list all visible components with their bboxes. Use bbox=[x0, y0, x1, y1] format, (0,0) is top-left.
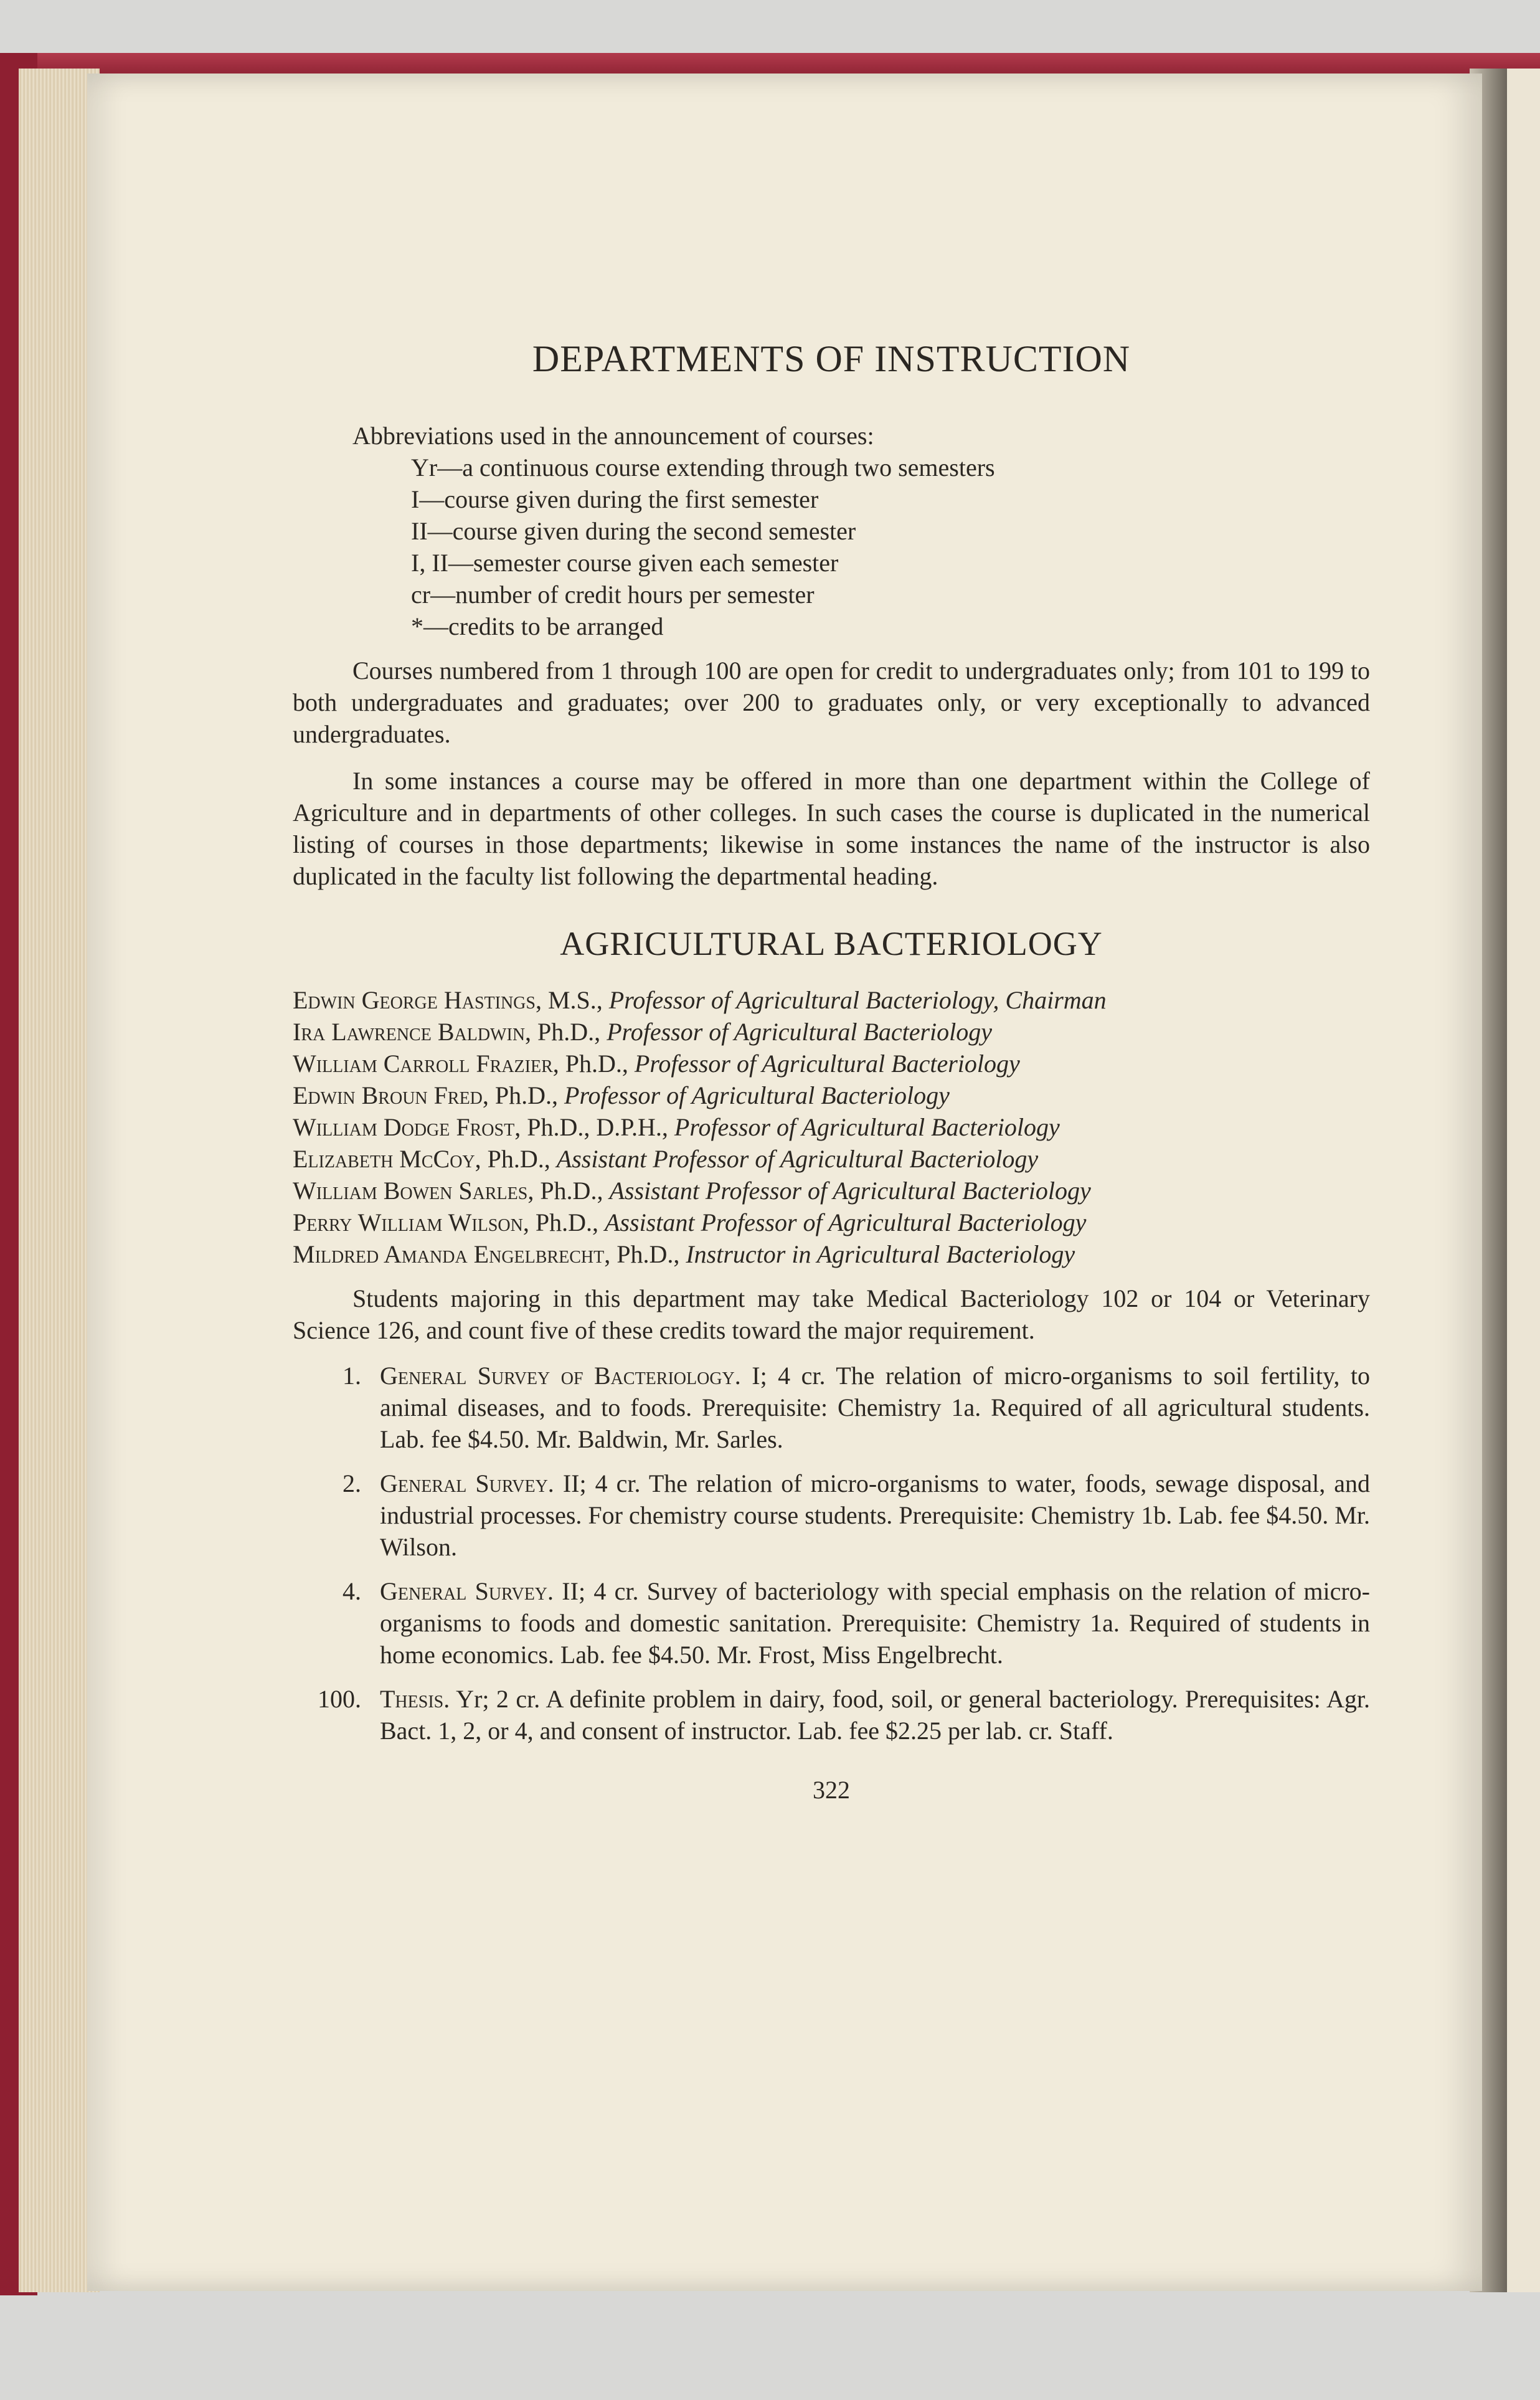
faculty-degree: , M.S., bbox=[535, 986, 609, 1014]
page-content bbox=[293, 336, 1370, 1806]
course-body: II; 4 cr. The relation of micro-organisms to water, foods, sewage disposal, and industrial processes. For chemistry course students. Prerequisite: Chemistry 1b. Lab. fee $4.50. Mr. Wilson. bbox=[380, 1469, 1370, 1561]
course-description bbox=[380, 1468, 1370, 1563]
course-entry bbox=[293, 1360, 1370, 1455]
faculty-entry bbox=[293, 1111, 1370, 1143]
faculty-name: William Bowen Sarles bbox=[293, 1177, 528, 1205]
abbreviations-section bbox=[293, 420, 1370, 642]
faculty-entry bbox=[293, 1175, 1370, 1207]
faculty-title: Assistant Professor of Agricultural Bacteriology bbox=[609, 1177, 1091, 1205]
course-title: General Survey of Bacteriology. bbox=[380, 1362, 741, 1390]
faculty-name: William Dodge Frost bbox=[293, 1113, 515, 1141]
faculty-name: Ira Lawrence Baldwin bbox=[293, 1018, 526, 1046]
faculty-degree: , Ph.D., bbox=[475, 1145, 557, 1173]
course-body: Yr; 2 cr. A definite problem in dairy, food, soil, or general bacteriology. Prerequisites: Agr. Bact. 1, 2, or 4, and consent of instructor. Lab. fee $2.25 per lab. cr. Staff. bbox=[380, 1685, 1370, 1745]
faculty-name: William Carroll Frazier bbox=[293, 1050, 553, 1078]
abbreviations-list bbox=[411, 452, 1370, 642]
course-description bbox=[380, 1575, 1370, 1671]
faculty-degree: , Ph.D., bbox=[527, 1177, 610, 1205]
faculty-name: Mildred Amanda Engelbrecht bbox=[293, 1240, 605, 1268]
department-heading: AGRICULTURAL BACTERIOLOGY bbox=[560, 925, 1103, 962]
course-title: Thesis. bbox=[380, 1685, 450, 1713]
faculty-name: Edwin George Hastings bbox=[293, 986, 536, 1014]
faculty-degree: , Ph.D., bbox=[482, 1081, 565, 1109]
faculty-degree: , Ph.D., D.P.H., bbox=[514, 1113, 674, 1141]
abbreviation-item: II—course given during the second semester bbox=[411, 517, 856, 545]
abbreviation-item: I, II—semester course given each semester bbox=[411, 549, 839, 577]
duplicate-listing-paragraph: In some instances a course may be offered in more than one department within the College of Agriculture and in departments of other colleges. In such cases the course is duplicated in the numerical listing of courses in those departments; likewise in some instances the name of the instructor is also duplicated in the faculty list following the departmental heading. bbox=[293, 767, 1370, 890]
faculty-entry bbox=[293, 1048, 1370, 1079]
faculty-degree: , Ph.D., bbox=[552, 1050, 635, 1078]
page-number: 322 bbox=[813, 1776, 850, 1804]
faculty-entry bbox=[293, 1143, 1370, 1175]
course-entry bbox=[293, 1683, 1370, 1747]
faculty-title: Assistant Professor of Agricultural Bacteriology bbox=[605, 1208, 1087, 1236]
course-number: 1. bbox=[342, 1362, 361, 1390]
abbreviation-item: I—course given during the first semester bbox=[411, 485, 819, 513]
faculty-name: Perry William Wilson bbox=[293, 1208, 523, 1236]
faculty-entry bbox=[293, 1016, 1370, 1048]
faculty-entry bbox=[293, 1238, 1370, 1270]
faculty-title: Professor of Agricultural Bacteriology bbox=[564, 1081, 950, 1109]
faculty-title: Assistant Professor of Agricultural Bacteriology bbox=[556, 1145, 1039, 1173]
course-entry bbox=[293, 1575, 1370, 1671]
course-title: General Survey. bbox=[380, 1469, 554, 1497]
course-title: General Survey. bbox=[380, 1577, 554, 1605]
course-body: I; 4 cr. The relation of micro-organisms to soil fertility, to animal diseases, and to foods. Prerequisite: Chemistry 1a. Required of all agricultural students. Lab. fee $4.50. Mr. Baldwin, Mr. Sarles. bbox=[380, 1362, 1371, 1453]
course-number: 2. bbox=[342, 1469, 361, 1497]
course-numbering-paragraph: Courses numbered from 1 through 100 are open for credit to undergraduates only; from 101 to 199 to both undergraduates and graduates; over 200 to graduates only, or very exceptionally to advanced undergraduates. bbox=[293, 657, 1370, 748]
course-number: 4. bbox=[342, 1577, 361, 1605]
course-list bbox=[293, 1360, 1370, 1747]
faculty-name: Edwin Broun Fred bbox=[293, 1081, 483, 1109]
abbreviations-intro: Abbreviations used in the announcement of courses: bbox=[352, 422, 874, 450]
faculty-degree: , Ph.D., bbox=[522, 1208, 605, 1236]
faculty-title: Professor of Agricultural Bacteriology bbox=[674, 1113, 1060, 1141]
course-body: II; 4 cr. Survey of bacteriology with special emphasis on the relation of micro-organisms to foods and domestic sanitation. Prerequisite: Chemistry 1a. Required of students in home economics. Lab. fee $4.50. Mr. Frost, Miss Engelbrecht. bbox=[380, 1577, 1370, 1669]
course-description bbox=[380, 1683, 1370, 1747]
faculty-title: Instructor in Agricultural Bacteriology bbox=[686, 1240, 1075, 1268]
course-description bbox=[380, 1360, 1370, 1455]
faculty-degree: , Ph.D., bbox=[525, 1018, 607, 1046]
abbreviation-item: cr—number of credit hours per semester bbox=[411, 581, 815, 609]
faculty-entry bbox=[293, 1207, 1370, 1238]
page-title: DEPARTMENTS OF INSTRUCTION bbox=[532, 338, 1131, 379]
faculty-degree: , Ph.D., bbox=[604, 1240, 686, 1268]
faculty-list bbox=[293, 984, 1370, 1270]
faculty-name: Elizabeth McCoy bbox=[293, 1145, 475, 1173]
faculty-entry bbox=[293, 1079, 1370, 1111]
faculty-title: Professor of Agricultural Bacteriology bbox=[607, 1018, 993, 1046]
faculty-title: Professor of Agricultural Bacteriology bbox=[634, 1050, 1020, 1078]
faculty-entry bbox=[293, 984, 1370, 1016]
faculty-title: Professor of Agricultural Bacteriology, Chairman bbox=[608, 986, 1107, 1014]
major-requirement-note: Students majoring in this department may take Medical Bacteriology 102 or 104 or Veterinary Science 126, and count five of these credits toward the major requirement. bbox=[293, 1284, 1370, 1344]
abbreviation-item: Yr—a continuous course extending through two semesters bbox=[411, 453, 995, 481]
course-number: 100. bbox=[318, 1685, 361, 1713]
course-entry bbox=[293, 1468, 1370, 1563]
abbreviation-item: *—credits to be arranged bbox=[411, 612, 664, 640]
